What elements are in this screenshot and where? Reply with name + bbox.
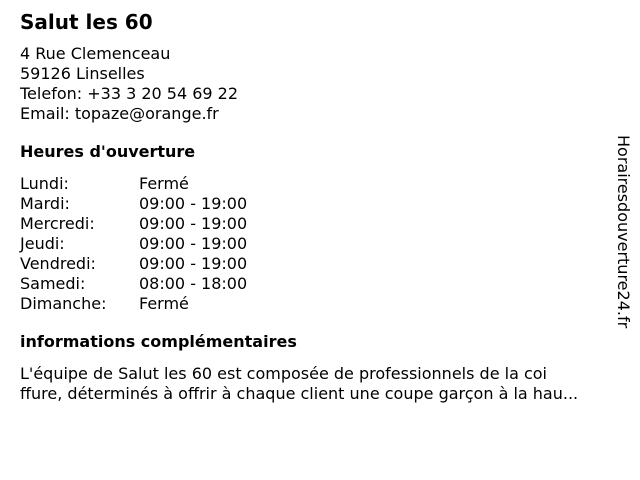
hours-day: Jeudi: [20, 234, 65, 253]
hours-time: 09:00 - 19:00 [139, 194, 248, 213]
email-address: Email: topaze@orange.fr [20, 104, 219, 123]
info-text-line: L'équipe de Salut les 60 est composée de professionnels de la coi [20, 364, 547, 383]
hours-row-dimanche [20, 294, 620, 314]
additional-info-heading: informations complémentaires [20, 332, 297, 351]
phone-number: Telefon: +33 3 20 54 69 22 [20, 84, 239, 103]
contact-block [20, 44, 620, 124]
hours-day: Lundi: [20, 174, 69, 193]
hours-time: 09:00 - 19:00 [139, 254, 248, 273]
hours-row-mardi [20, 194, 620, 214]
address-street: 4 Rue Clemenceau [20, 44, 171, 63]
opening-hours-table [20, 174, 620, 314]
hours-time: 08:00 - 18:00 [139, 274, 248, 293]
hours-time: Fermé [139, 294, 189, 313]
additional-info-text [20, 364, 630, 404]
info-text-line: ffure, déterminés à offrir à chaque client une coupe garçon à la hau... [20, 384, 579, 403]
opening-hours-heading: Heures d'ouverture [20, 142, 196, 161]
business-card [20, 10, 620, 404]
hours-time: 09:00 - 19:00 [139, 234, 248, 253]
hours-day: Mercredi: [20, 214, 95, 233]
hours-day: Dimanche: [20, 294, 107, 313]
hours-row-vendredi [20, 254, 620, 274]
hours-row-samedi [20, 274, 620, 294]
hours-time: 09:00 - 19:00 [139, 214, 248, 233]
hours-time: Fermé [139, 174, 189, 193]
site-watermark: Horairesdouverture24.fr [614, 135, 633, 329]
hours-day: Vendredi: [20, 254, 96, 273]
hours-day: Samedi: [20, 274, 86, 293]
address-city: 59126 Linselles [20, 64, 145, 83]
hours-row-mercredi [20, 214, 620, 234]
hours-row-lundi [20, 174, 620, 194]
business-name: Salut les 60 [20, 10, 153, 34]
hours-day: Mardi: [20, 194, 70, 213]
hours-row-jeudi [20, 234, 620, 254]
